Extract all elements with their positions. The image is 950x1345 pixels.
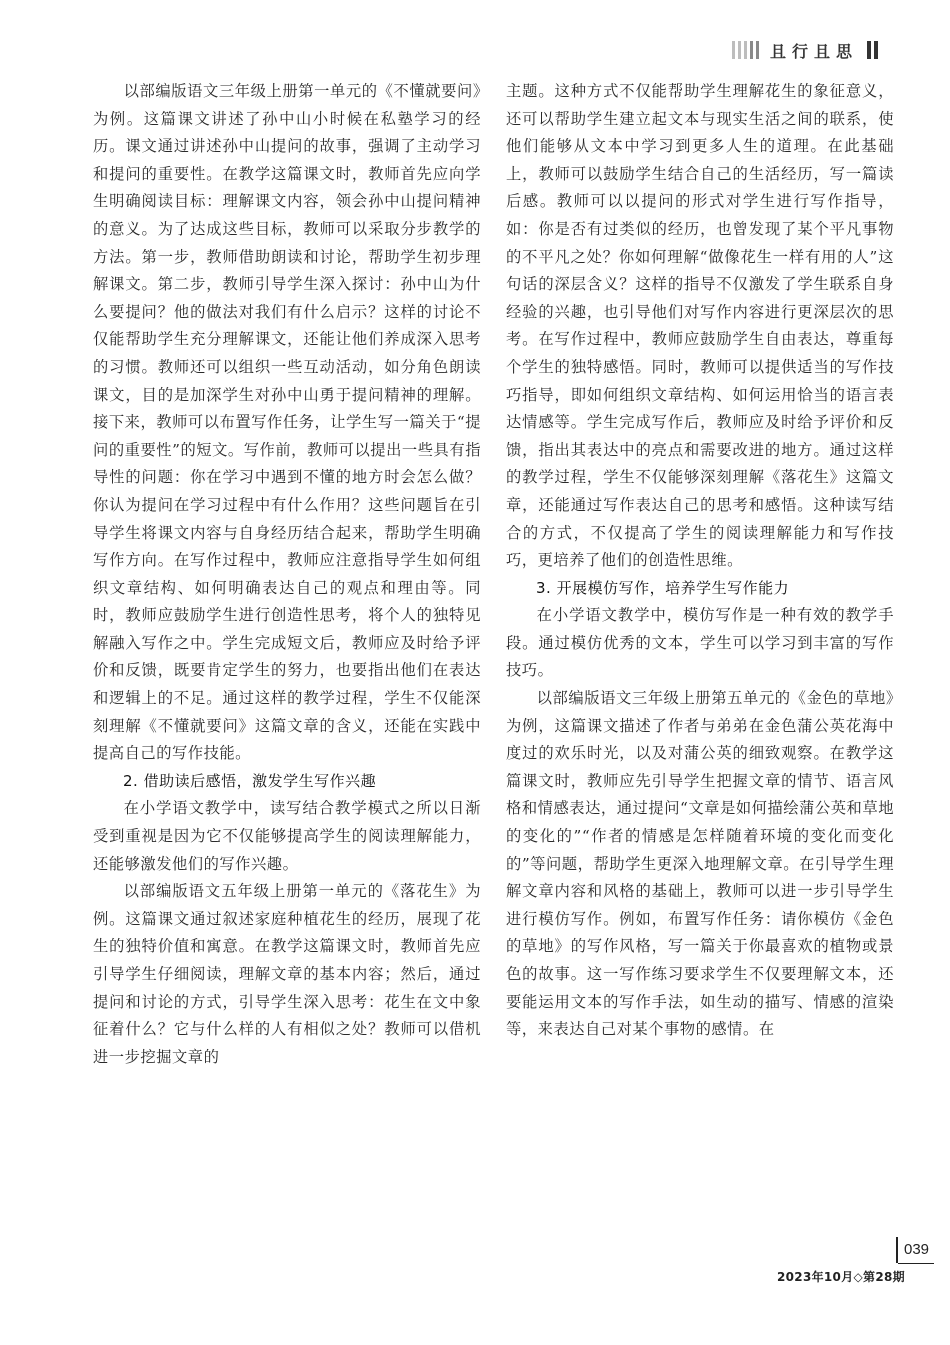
paragraph: 主题。这种方式不仅能帮助学生理解花生的象征意义，还可以帮助学生建立起文本与现实生活之间的联系，使他们能够从文本中学习到更多人生的道理。在此基础上，教师可以鼓励学生结合自己的生活经历，写一篇读后感。教师可以以提问的形式对学生进行写作指导，如：你是否有过类似的经历，也曾发现了某个平凡事物的不平凡之处？你如何理解“做像花生一样有用的人”这句话的深层含义？这样的指导不仅激发了学生联系自身经验的兴趣，也引导他们对写作内容进行更深层次的思考。在写作过程中，教师应鼓励学生自由表达，尊重每个学生的独特感悟。同时，教师可以提供适当的写作技巧指导，即如何组织文章结构、如何运用恰当的语言表达情感等。学生完成写作后，教师应及时给予评价和反馈，指出其表达中的亮点和需要改进的地方。通过这样的教学过程，学生不仅能够深刻理解《落花生》这篇文章，还能通过写作表达自己的思考和感悟。这种读写结合的方式，不仅提高了学生的阅读理解能力和写作技巧，更培养了他们的创造性思维。 xyxy=(506,82,894,570)
page-number: 039 xyxy=(896,1237,944,1263)
page-number-rule xyxy=(898,1263,934,1264)
left-column xyxy=(93,78,481,1071)
paragraph: 以部编版语文三年级上册第一单元的《不懂就要问》为例。这篇课文讲述了孙中山小时候在私塾学习的经历。课文通过讲述孙中山提问的故事，强调了主动学习和提问的重要性。在教学这篇课文时，教师首先应向学生明确阅读目标：理解课文内容，领会孙中山提问精神的意义。为了达成这些目标，教师可以采取分步教学的方法。第一步，教师借助朗读和讨论，帮助学生初步理解课文。第二步，教师引导学生深入探讨：孙中山为什么要提问？他的做法对我们有什么启示？这样的讨论不仅能帮助学生充分理解课文，还能让他们养成深入思考的习惯。教师还可以组织一些互动活动，如分角色朗读课文，目的是加深学生对孙中山勇于提问精神的理解。接下来，教师可以布置写作任务，让学生写一篇关于“提问的重要性”的短文。写作前，教师可以提出一些具有指导性的问题：你在学习中遇到不懂的地方时会怎么做？你认为提问在学习过程中有什么作用？这些问题旨在引导学生将课文内容与自身经历结合起来，帮助学生明确写作方向。在写作过程中，教师应注意指导学生如何组织文章结构、如何明确表达自己的观点和理由等。同时，教师应鼓励学生进行创造性思考，将个人的独特见解融入写作之中。学生完成短文后，教师应及时给予评价和反馈，既要肯定学生的努力，也要指出他们在表达和逻辑上的不足。通过这样的教学过程，学生不仅能深刻理解《不懂就要问》这篇文章的含义，还能在实践中提高自己的写作技能。 xyxy=(93,82,481,763)
paragraph: 以部编版语文五年级上册第一单元的《落花生》为例。这篇课文通过叙述家庭种植花生的经历，展现了花生的独特价值和寓意。在教学这篇课文时，教师首先应引导学生仔细阅读，理解文章的基本内容；然后，通过提问和讨论的方式，引导学生深入思考：花生在文中象征着什么？它与什么样的人有相似之处？教师可以借机进一步挖掘文章的 xyxy=(93,882,481,1066)
header-decoration-right xyxy=(864,41,878,59)
section-heading: 3. 开展模仿写作，培养学生写作能力 xyxy=(536,578,790,597)
column-title: 且行且思 xyxy=(769,41,858,61)
paragraph: 在小学语文教学中，读写结合教学模式之所以日渐受到重视是因为它不仅能够提高学生的阅读理解能力，还能够激发他们的写作兴趣。 xyxy=(93,799,481,873)
paragraph: 以部编版语文三年级上册第五单元的《金色的草地》为例，这篇课文描述了作者与弟弟在金色蒲公英花海中度过的欢乐时光，以及对蒲公英的细致观察。在教学这篇课文时，教师应先引导学生把握文章的情节、语言风格和情感表达，通过提问“文章是如何描绘蒲公英和草地的变化的”“作者的情感是怎样随着环境的变化而变化的”等问题，帮助学生更深入地理解文章。在引导学生理解文章内容和风格的基础上，教师可以进一步引导学生进行模仿写作。例如，布置写作任务：请你模仿《金色的草地》的写作风格，写一篇关于你最喜欢的植物或景色的故事。这一写作练习要求学生不仅要理解文本，还要能运用文本的写作手法，如生动的描写、情感的渲染等，来表达自己对某个事物的感情。在 xyxy=(506,689,894,1039)
running-header xyxy=(732,40,878,60)
section-heading: 2. 借助读后感悟，激发学生写作兴趣 xyxy=(123,771,377,790)
header-decoration-left xyxy=(732,41,762,59)
right-column xyxy=(506,78,894,1044)
issue-info: 2023年10月◇第28期 xyxy=(777,1270,905,1284)
paragraph: 在小学语文教学中，模仿写作是一种有效的教学手段。通过模仿优秀的文本，学生可以学习到丰富的写作技巧。 xyxy=(506,606,894,680)
